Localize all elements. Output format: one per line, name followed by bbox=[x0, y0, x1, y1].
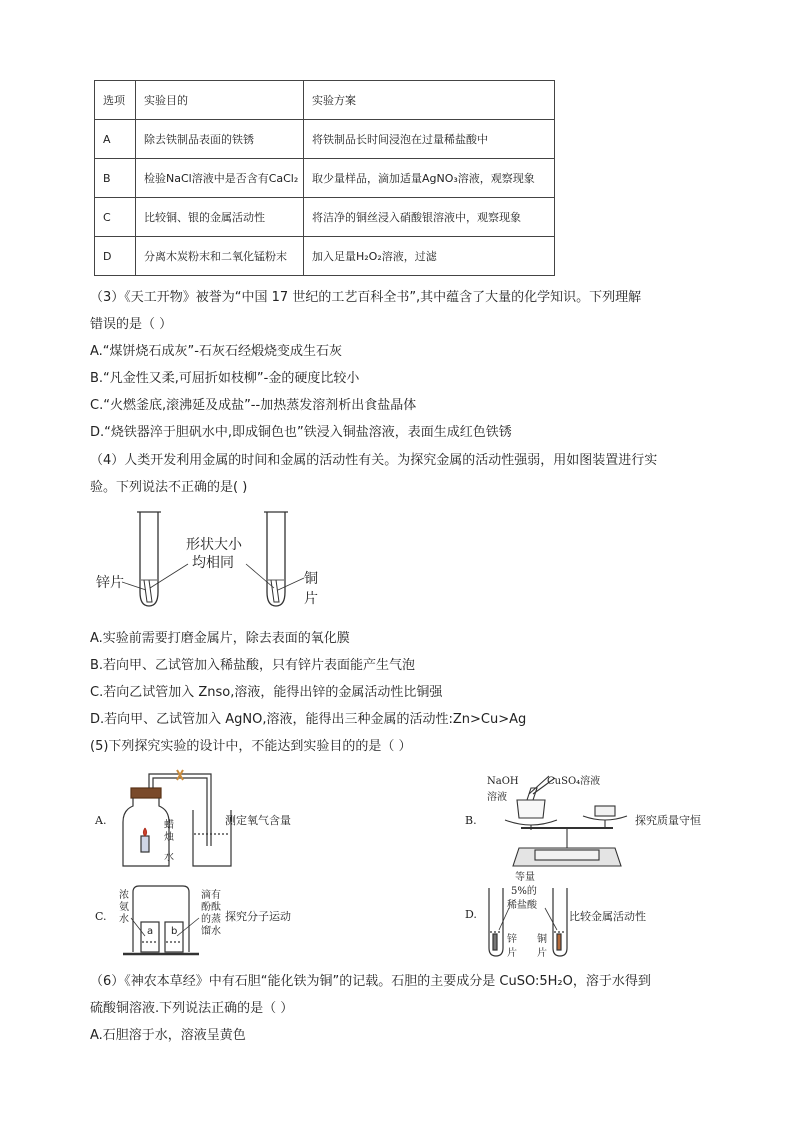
q4-stem-line1: （4）人类开发利用金属的时间和金属的活动性有关。为探究金属的活动性强弱，用如图装置进行实 bbox=[90, 453, 658, 468]
table-cell-purpose: 分离木炭粉末和二氧化锰粉末 bbox=[136, 237, 304, 276]
figure-d-right-2: 片 bbox=[537, 948, 547, 959]
q6-stem-line2: 硫酸铜溶液.下列说法正确的是（ ） bbox=[90, 1001, 294, 1016]
table-cell-purpose: 除去铁制品表面的铁锈 bbox=[136, 120, 304, 159]
figure-a-candle-1: 蜡 bbox=[164, 820, 174, 831]
figure-c-left-1: 浓 bbox=[119, 890, 129, 901]
figure-a-letter: A. bbox=[95, 814, 107, 827]
left-test-tube bbox=[137, 512, 161, 606]
q4-option-a: A.实验前需要打磨金属片，除去表面的氧化膜 bbox=[90, 631, 350, 646]
q5-figure-a bbox=[95, 766, 355, 876]
table-cell-plan: 加入足量H₂O₂溶液，过滤 bbox=[304, 237, 555, 276]
figure-a-water: 水 bbox=[164, 852, 174, 863]
right-test-tube bbox=[264, 512, 288, 606]
shape-size-label-2: 均相同 bbox=[192, 555, 234, 571]
q3-option-d: D.“烧铁器淬于胆矾水中,即成铜色也”铁浸入铜盐溶液，表面生成红色铁锈 bbox=[90, 425, 512, 440]
q4-option-c: C.若向乙试管加入 Znso,溶液，能得出锌的金属活动性比铜强 bbox=[90, 685, 443, 700]
table-cell-plan: 取少量样品，滴加适量AgNO₃溶液，观察现象 bbox=[304, 159, 555, 198]
q3-stem-line1: （3）《天工开物》被誉为“中国 17 世纪的工艺百科全书”,其中蕴含了大量的化学知识。下列理解 bbox=[90, 290, 642, 305]
q3-option-c: C.“火燃釜底,滚沸延及成盐”--加热蒸发溶剂析出食盐晶体 bbox=[90, 398, 417, 413]
figure-d-top-1: 等量 bbox=[515, 872, 535, 883]
q3-option-a: A.“煤饼烧石成灰”-石灰石经煅烧变成生石灰 bbox=[90, 344, 342, 359]
table-row bbox=[95, 159, 555, 198]
figure-d-caption: 比较金属活动性 bbox=[569, 910, 646, 923]
q5-figure-b bbox=[465, 770, 725, 870]
table-cell-plan: 将洁净的铜丝浸入硝酸银溶液中，观察现象 bbox=[304, 198, 555, 237]
q4-stem-line2: 验。下列说法不正确的是( ) bbox=[90, 480, 248, 495]
figure-d-left-1: 锌 bbox=[507, 934, 517, 945]
q6-stem-line1: （6）《神农本草经》中有石胆“能化铁为铜”的记载。石胆的主要成分是 CuSO:5H₂O，溶于水得到 bbox=[90, 974, 651, 989]
table-cell-plan: 将铁制品长时间浸泡在过量稀盐酸中 bbox=[304, 120, 555, 159]
table-header-row bbox=[95, 81, 555, 120]
table-cell-option: B bbox=[95, 159, 136, 198]
table-cell-purpose: 检验NaCl溶液中是否含有CaCl₂ bbox=[136, 159, 304, 198]
table-cell-option: C bbox=[95, 198, 136, 237]
q3-option-b: B.“凡金性又柔,可屈折如枝柳”-金的硬度比较小 bbox=[90, 371, 360, 386]
figure-b-letter: B. bbox=[465, 814, 477, 827]
copper-label: 铜片 bbox=[304, 571, 318, 607]
figure-c-right-4: 馏水 bbox=[201, 926, 221, 937]
experiment-table bbox=[94, 80, 555, 276]
q4-test-tube-figure bbox=[96, 508, 330, 620]
figure-b-naoh-2: 溶液 bbox=[487, 792, 507, 803]
table-cell-option: A bbox=[95, 120, 136, 159]
figure-d-left-2: 片 bbox=[507, 948, 517, 959]
figure-c-left-3: 水 bbox=[119, 914, 129, 925]
q4-option-d: D.若向甲、乙试管加入 AgNO,溶液，能得出三种金属的活动性:Zn>Cu>Ag bbox=[90, 712, 527, 727]
table-header-cell: 选项 bbox=[95, 81, 136, 120]
table-row bbox=[95, 198, 555, 237]
figure-c-right-1: 滴有 bbox=[201, 890, 221, 901]
figure-d-right-1: 铜 bbox=[537, 934, 547, 945]
table-header-cell: 实验方案 bbox=[304, 81, 555, 120]
q5-stem: (5)下列探究实验的设计中，不能达到实验目的的是（ ） bbox=[90, 739, 412, 754]
table-row bbox=[95, 237, 555, 276]
figure-b-caption: 探究质量守恒 bbox=[635, 814, 701, 827]
figure-c-letter: C. bbox=[95, 910, 107, 923]
figure-a-candle-2: 烛 bbox=[164, 832, 174, 843]
q6-option-a: A.石胆溶于水，溶液呈黄色 bbox=[90, 1028, 246, 1043]
figure-b-naoh-1: NaOH bbox=[487, 776, 519, 787]
figure-d-top-2: 5%的 bbox=[511, 886, 537, 897]
table-cell-purpose: 比较铜、银的金属活动性 bbox=[136, 198, 304, 237]
q5-figure-c bbox=[95, 880, 355, 960]
shape-size-label-1: 形状大小 bbox=[186, 537, 242, 553]
table-cell-option: D bbox=[95, 237, 136, 276]
beaker-b-label: b bbox=[171, 926, 178, 937]
figure-b-cuso4: CuSO₄溶液 bbox=[547, 776, 601, 787]
figure-c-caption: 探究分子运动 bbox=[225, 910, 291, 923]
figure-d-letter: D. bbox=[465, 908, 477, 921]
q3-stem-line2: 错误的是（ ） bbox=[90, 317, 173, 332]
table-row bbox=[95, 120, 555, 159]
zinc-label: 锌片 bbox=[96, 575, 124, 591]
figure-c-left-2: 氨 bbox=[119, 902, 129, 913]
q4-option-b: B.若向甲、乙试管加入稀盐酸，只有锌片表面能产生气泡 bbox=[90, 658, 416, 673]
figure-d-top-3: 稀盐酸 bbox=[507, 900, 537, 911]
q5-figure-d bbox=[465, 868, 725, 960]
figure-c-right-2: 酚酞 bbox=[201, 902, 221, 913]
figure-c-right-3: 的蒸 bbox=[201, 914, 221, 925]
table-header-cell: 实验目的 bbox=[136, 81, 304, 120]
beaker-a-label: a bbox=[147, 926, 154, 937]
figure-a-caption: 测定氧气含量 bbox=[225, 814, 291, 827]
